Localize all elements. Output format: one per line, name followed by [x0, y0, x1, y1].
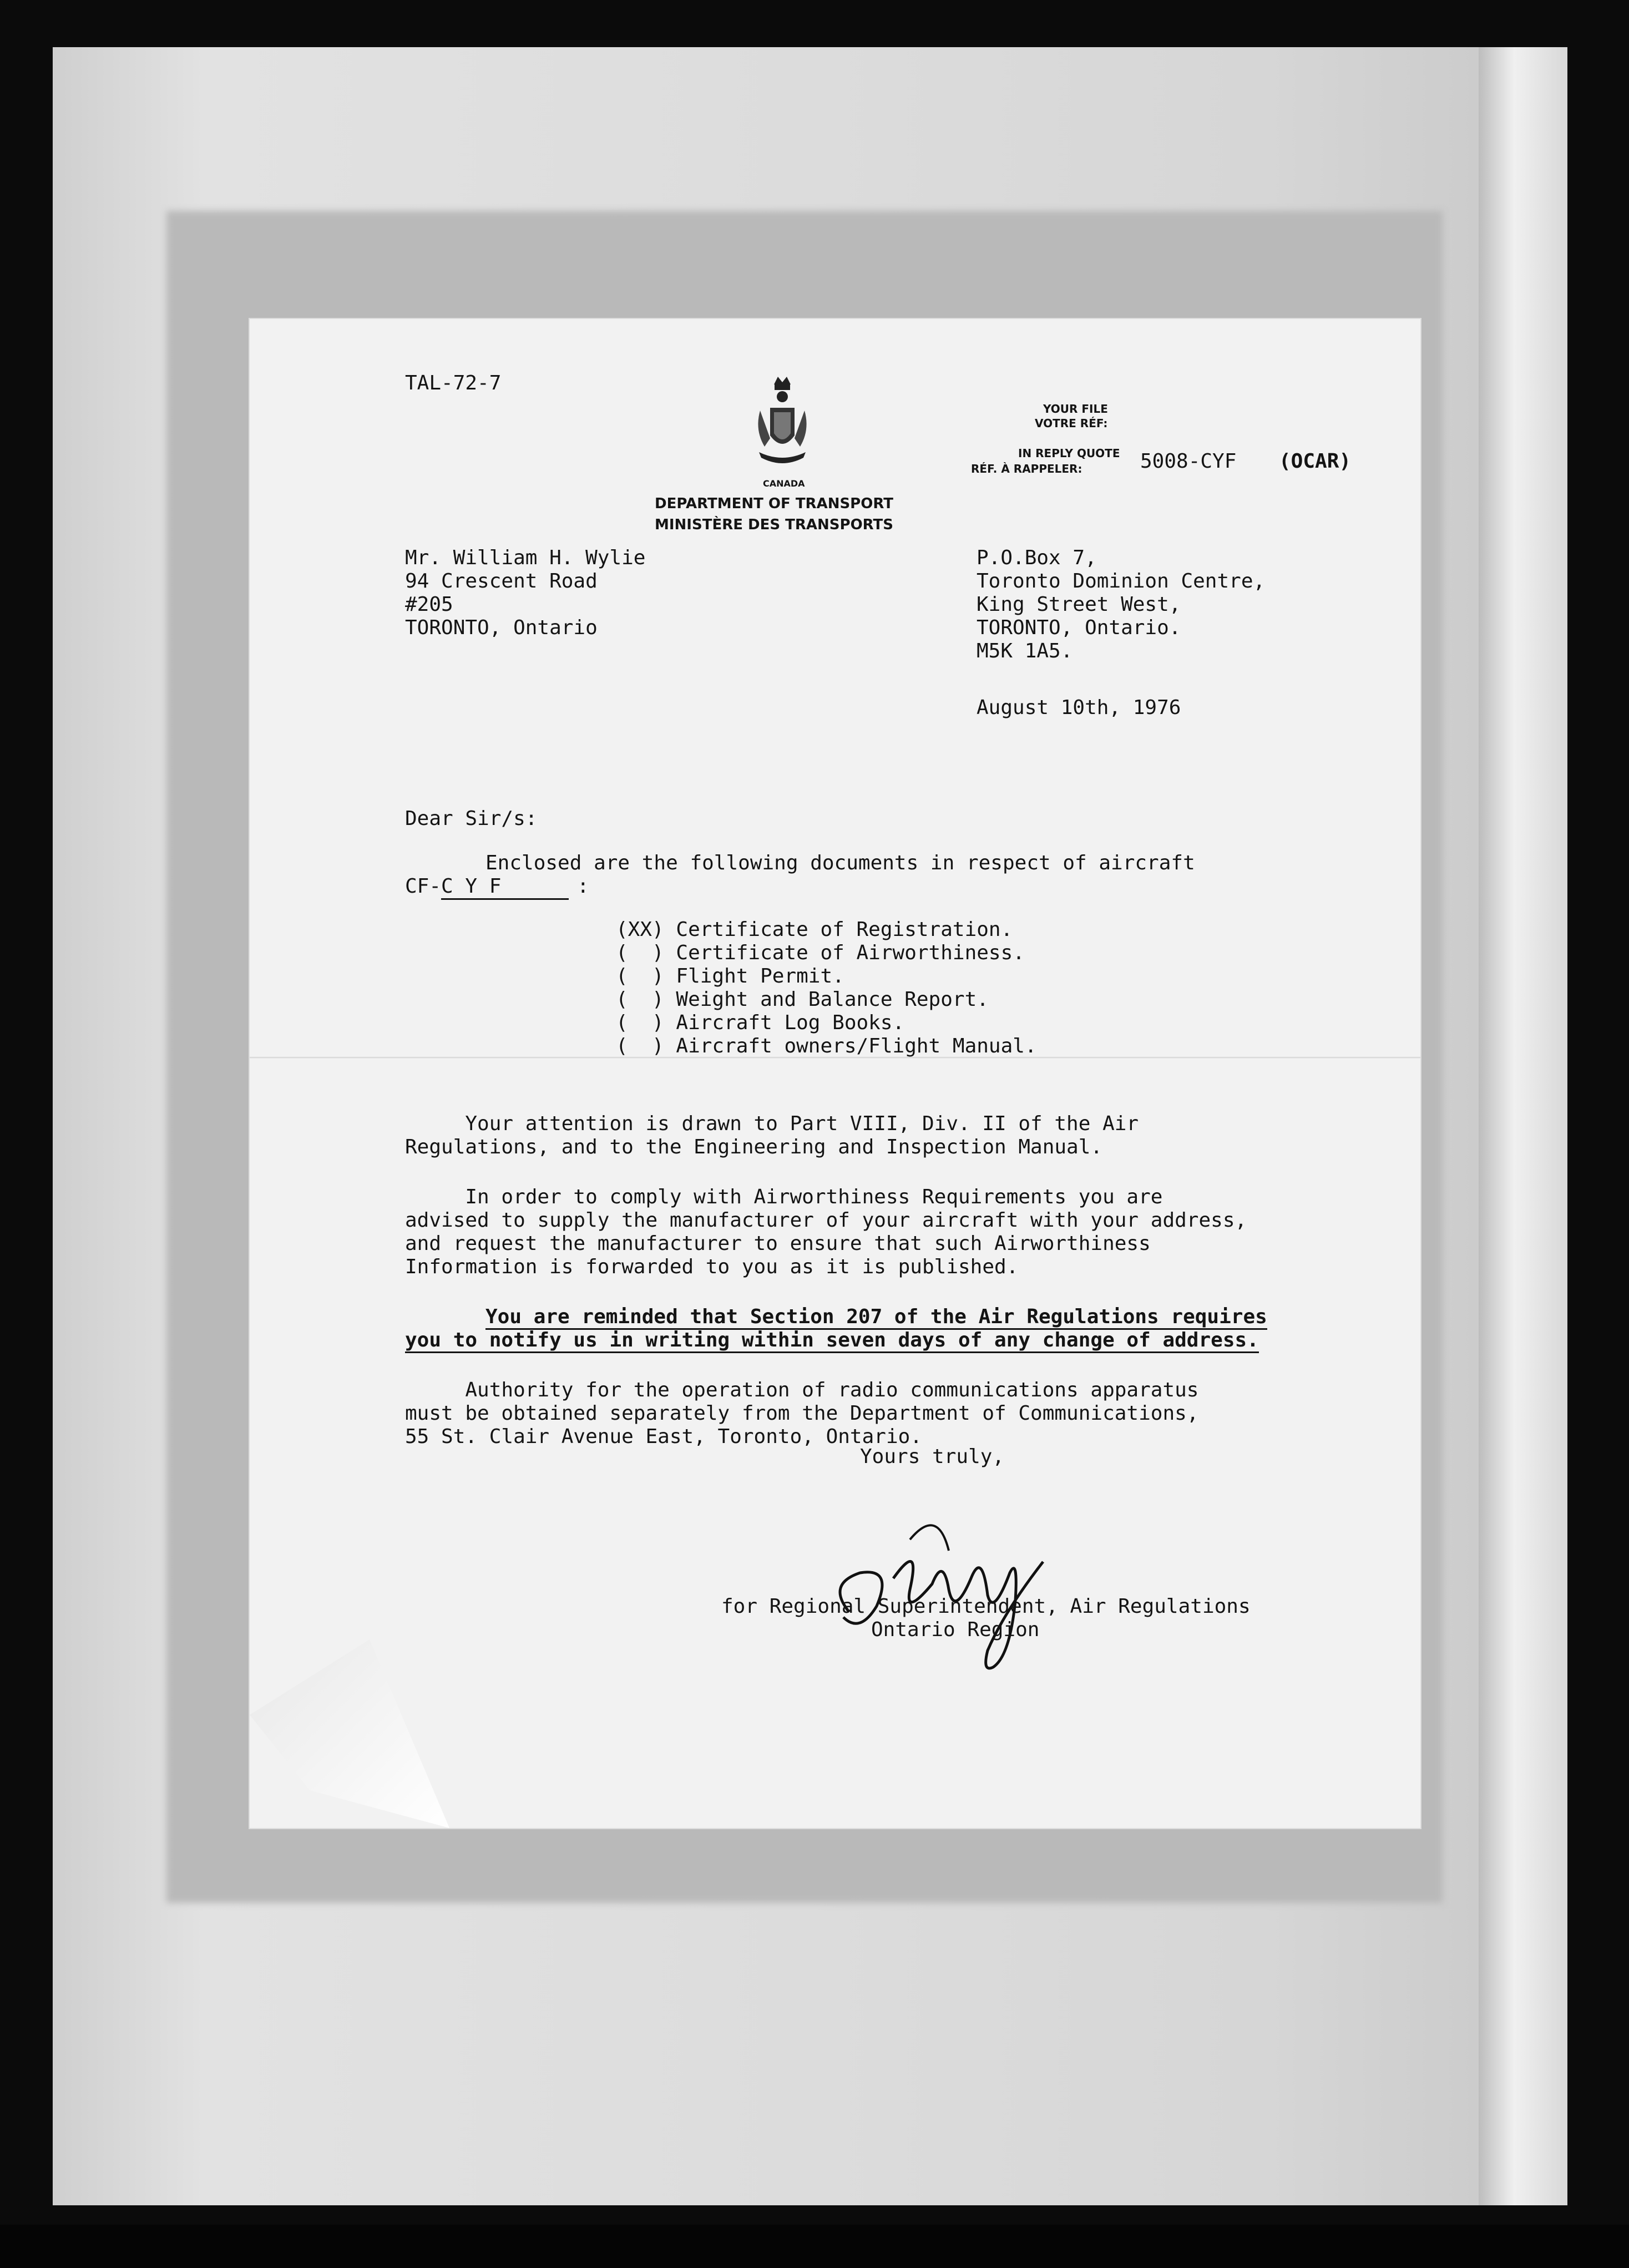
paragraph-line: Your attention is drawn to Part VIII, Div. II of the Air: [405, 1112, 1139, 1135]
aircraft-suffix: :: [577, 875, 589, 898]
recipient-unit: #205: [405, 593, 453, 616]
documents-list: [616, 918, 1037, 1058]
department-en: DEPARTMENT OF TRANSPORT: [655, 495, 893, 512]
document-item: [616, 918, 1037, 941]
reference-code: TAL-72-7: [405, 372, 502, 394]
recipient-city: TORONTO, Ontario: [405, 616, 598, 639]
document-item: [616, 1035, 1037, 1058]
document-item: [616, 1011, 1037, 1035]
reply-reference: 5008-CYF: [1140, 450, 1237, 473]
document-item: [616, 965, 1037, 988]
paragraph-line: Regulations, and to the Engineering and Inspection Manual.: [405, 1136, 1103, 1158]
document-label: Flight Permit.: [676, 965, 844, 988]
paragraph-line: 55 St. Clair Avenue East, Toronto, Ontario.: [405, 1425, 922, 1448]
reminder-text: you to notify us in writing within seven days of any change of address.: [405, 1329, 1259, 1353]
paragraph-reminder: [405, 1305, 1267, 1352]
paragraph-line: must be obtained separately from the Department of Communications,: [405, 1402, 1199, 1425]
paragraph-line: [405, 1305, 1267, 1329]
reply-quote-label: IN REPLY QUOTE: [1018, 447, 1120, 460]
document-item: [616, 941, 1037, 965]
paragraph-line: [405, 1329, 1267, 1352]
document-mark: ( ): [616, 965, 664, 988]
sender-postal: M5K 1A5.: [977, 640, 1073, 662]
letter-sheet: [250, 319, 1420, 1828]
document-label: Aircraft Log Books.: [676, 1011, 905, 1034]
sender-street: King Street West,: [977, 593, 1181, 616]
reply-code: (OCAR): [1279, 450, 1352, 473]
department-fr: MINISTÈRE DES TRANSPORTS: [655, 517, 893, 533]
folder-edge: [1479, 47, 1567, 2205]
closing: Yours truly,: [860, 1445, 1005, 1468]
document-mark: ( ): [616, 941, 664, 964]
votre-ref-label: VOTRE RÉF:: [1035, 417, 1108, 430]
paragraph-line: advised to supply the manufacturer of your aircraft with your address,: [405, 1209, 1247, 1232]
recipient-name: Mr. William H. Wylie: [405, 546, 646, 569]
letter-body: [405, 1112, 1267, 1475]
document-label: Aircraft owners/Flight Manual.: [676, 1035, 1037, 1057]
recipient-street: 94 Crescent Road: [405, 570, 598, 593]
signature-title: for Regional Superintendent, Air Regulations: [721, 1595, 1251, 1618]
folded-corner: [250, 1639, 449, 1828]
country-label: CANADA: [763, 478, 805, 489]
document-label: Certificate of Registration.: [676, 918, 1013, 941]
signature-icon: [827, 1473, 1093, 1684]
scan-border: [0, 2225, 1629, 2268]
sender-city: TORONTO, Ontario.: [977, 616, 1181, 639]
reminder-text: You are reminded that Section 207 of the Air Regulations requires: [485, 1305, 1267, 1330]
your-file-label: YOUR FILE: [1043, 402, 1108, 416]
paragraph-airworthiness: [405, 1186, 1267, 1279]
paragraph-regulations: [405, 1112, 1267, 1159]
document-item: [616, 988, 1037, 1011]
ref-rappeler-label: RÉF. À RAPPELER:: [971, 462, 1082, 475]
document-label: Weight and Balance Report.: [676, 988, 989, 1011]
paragraph-line: In order to comply with Airworthiness Requirements you are: [405, 1186, 1163, 1208]
letter-date: August 10th, 1976: [977, 696, 1181, 719]
document-mark: ( ): [616, 1011, 664, 1034]
salutation: Dear Sir/s:: [405, 807, 538, 830]
document-mark: ( ): [616, 1035, 664, 1057]
paragraph-line: and request the manufacturer to ensure that such Airworthiness: [405, 1232, 1151, 1255]
aircraft-prefix: CF-: [405, 875, 442, 898]
document-mark: ( ): [616, 988, 664, 1011]
sender-pobox: P.O.Box 7,: [977, 546, 1097, 569]
paragraph-radio: [405, 1379, 1267, 1449]
paragraph-line: Authority for the operation of radio communications apparatus: [405, 1379, 1199, 1401]
coat-of-arms-icon: [749, 374, 816, 480]
sender-centre: Toronto Dominion Centre,: [977, 570, 1266, 593]
document-label: Certificate of Airworthiness.: [676, 941, 1025, 964]
intro-line: Enclosed are the following documents in respect of aircraft: [485, 852, 1195, 874]
paragraph-line: Information is forwarded to you as it is published.: [405, 1256, 1019, 1278]
signature-region: Ontario Region: [871, 1618, 1040, 1641]
document-mark: (XX): [616, 918, 664, 941]
aircraft-id: C Y F: [441, 875, 569, 900]
